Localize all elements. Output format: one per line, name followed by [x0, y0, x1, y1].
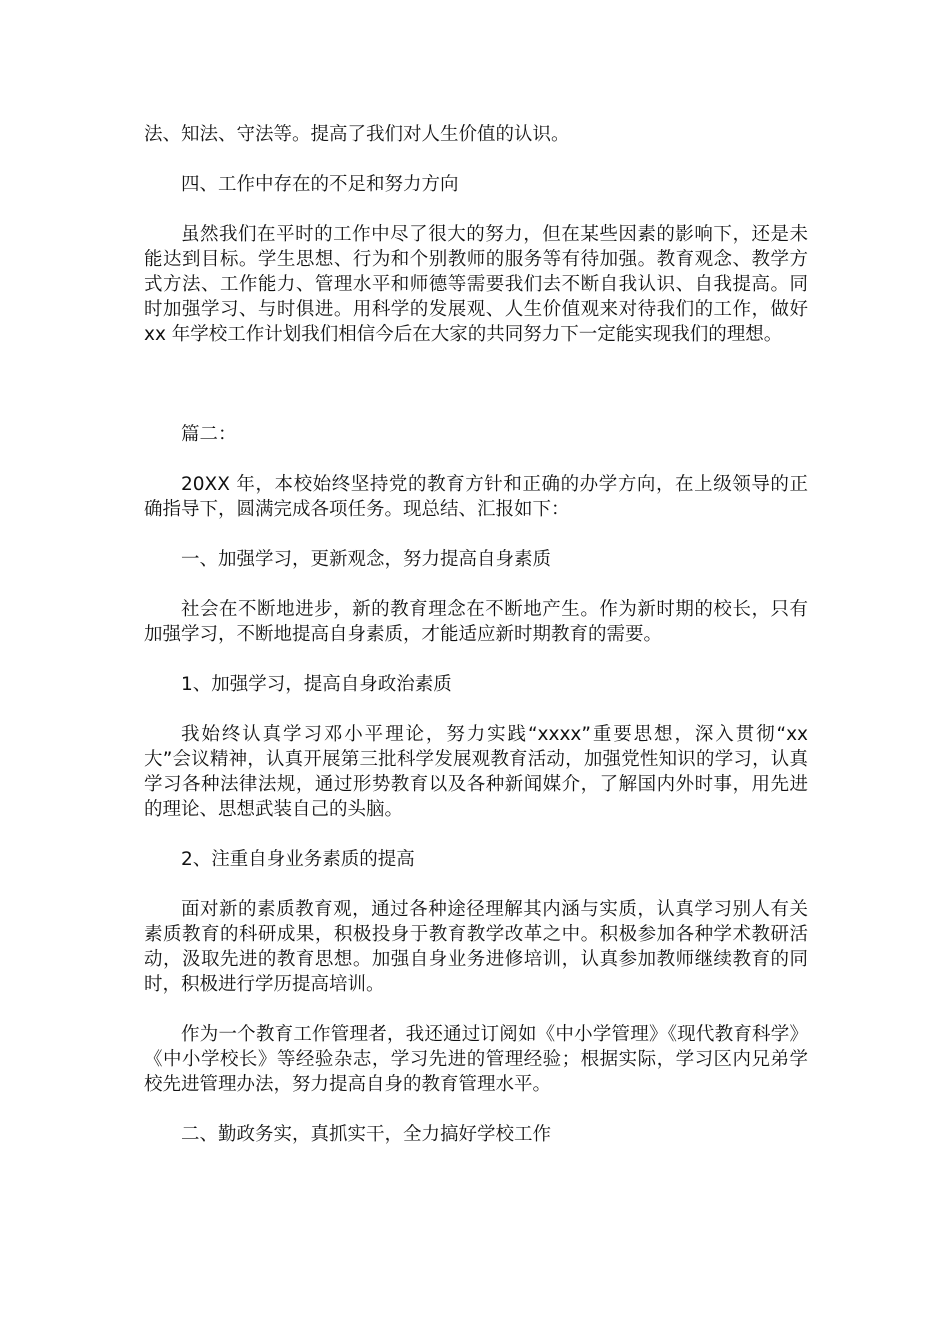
paragraph-shortcomings: 虽然我们在平时的工作中尽了很大的努力，但在某些因素的影响下，还是未能达到目标。学生思想、行为和个别教师的服务等有待加强。教育观念、教学方式方法、工作能力、管理水平和师德等需要我们去不断自我认识、自我提高。同时加强学习、与时俱进。用科学的发展观、人生价值观来对待我们的工作，做好 xx 年学校工作计划我们相信今后在大家的共同努力下一定能实现我们的理想。	[144, 224, 808, 345]
paragraph-management: 作为一个教育工作管理者，我还通过订阅如《中小学管理》《现代教育科学》《中小学校长》等经验杂志，学习先进的管理经验；根据实际，学习区内兄弟学校先进管理办法，努力提高自身的教育管理水平。	[144, 1024, 808, 1095]
paragraph-society: 社会在不断地进步，新的教育理念在不断地产生。作为新时期的校长，只有加强学习，不断地提高自身素质，才能适应新时期教育的需要。	[144, 599, 808, 645]
paragraph-political-study: 我始终认真学习邓小平理论，努力实践“xxxx”重要思想，深入贯彻“xx 大”会议精神，认真开展第三批科学发展观教育活动，加强党性知识的学习，认真学习各种法律法规，通过形势教育以及各种新闻媒介，了解国内外时事，用先进的理论、思想武装自己的头脑。	[144, 724, 808, 820]
paragraph-professional-quality: 面对新的素质教育观，通过各种途径理解其内涵与实质，认真学习别人有关素质教育的科研成果，积极投身于教育教学改革之中。积极参加各种学术教研活动，汲取先进的教育思想。加强自身业务进修培训，认真参加教师继续教育的同时，积极进行学历提高培训。	[144, 899, 808, 995]
section-heading-4: 四、工作中存在的不足和努力方向	[181, 174, 459, 195]
paragraph-intro: 20XX 年，本校始终坚持党的教育方针和正确的办学方向，在上级领导的正确指导下，圆满完成各项任务。现总结、汇报如下：	[144, 474, 808, 520]
subheading-1: 1、加强学习，提高自身政治素质	[181, 674, 452, 695]
section-heading-1: 一、加强学习，更新观念，努力提高自身素质	[181, 549, 552, 570]
section-heading-2: 二、勤政务实，真抓实干，全力搞好学校工作	[181, 1124, 552, 1145]
paragraph-continuation: 法、知法、守法等。提高了我们对人生价值的认识。	[144, 124, 570, 145]
document-body	[144, 122, 808, 1147]
subheading-2: 2、注重自身业务素质的提高	[181, 849, 415, 870]
part-heading-2: 篇二：	[181, 424, 237, 445]
